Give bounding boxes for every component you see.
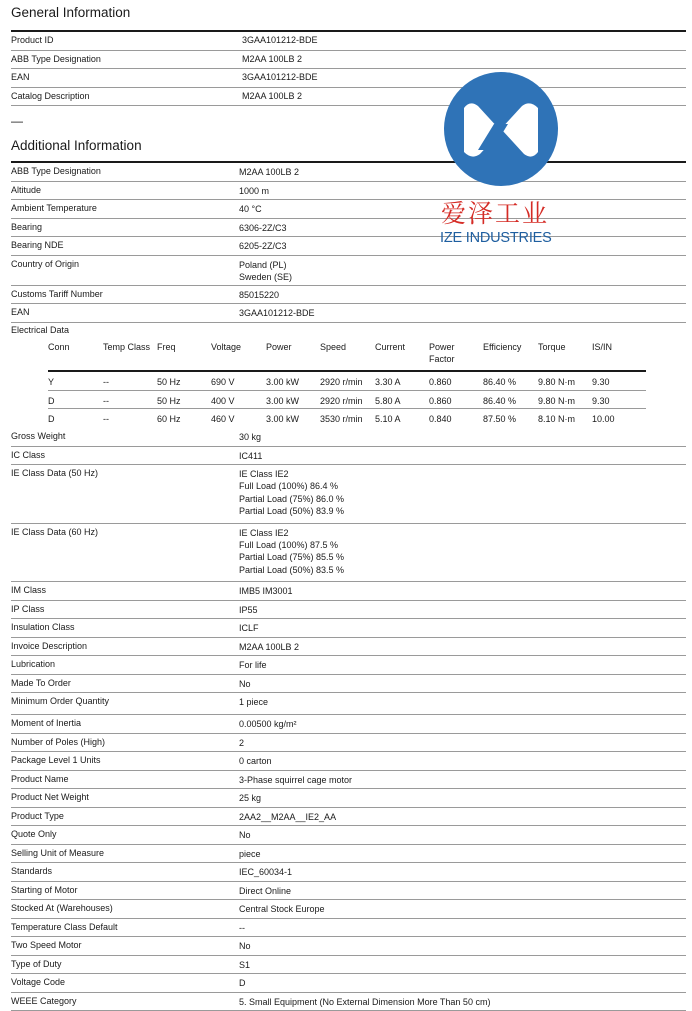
table-row <box>11 845 686 864</box>
row-value <box>239 937 686 955</box>
value-line: 1000 m <box>239 185 270 196</box>
electrical-cell: 9.80 N·m <box>538 377 576 387</box>
electrical-cell: -- <box>103 414 109 424</box>
header-line: Efficiency <box>483 342 522 352</box>
header-line: Current <box>375 342 406 352</box>
electrical-row <box>48 409 646 428</box>
row-value <box>239 256 686 285</box>
row-value <box>239 582 686 600</box>
electrical-cell: 3.00 kW <box>266 377 300 387</box>
value-line: IEC_60034-1 <box>239 867 293 878</box>
row-label: Bearing <box>11 221 43 232</box>
row-label: Standards <box>11 866 53 877</box>
row-label: Product Name <box>11 773 69 784</box>
row-value <box>239 808 686 826</box>
electrical-data-row <box>11 322 686 339</box>
row-label: Made To Order <box>11 677 71 688</box>
header-line: Power <box>429 342 455 352</box>
value-line: 1 piece <box>239 697 269 708</box>
row-value <box>239 656 686 674</box>
table-row <box>11 808 686 827</box>
row-value <box>239 734 686 752</box>
value-line: Poland (PL) <box>239 259 287 270</box>
electrical-row <box>48 391 646 410</box>
row-label: Catalog Description <box>11 90 90 101</box>
row-value: 3GAA101212-BDE <box>242 72 318 82</box>
row-value <box>239 752 686 770</box>
row-value: 3GAA101212-BDE <box>242 35 318 45</box>
row-label: Country of Origin <box>11 258 80 269</box>
row-value <box>239 675 686 693</box>
column-header <box>375 339 429 370</box>
value-line: 5. Small Equipment (No External Dimension More Than 50 cm) <box>239 996 491 1007</box>
row-label: WEEE Category <box>11 995 77 1006</box>
table-row <box>11 447 686 466</box>
additional-information-table <box>11 163 686 323</box>
table-row <box>11 163 686 182</box>
value-line: IE Class IE2 <box>239 527 289 538</box>
row-label: Quote Only <box>11 829 57 840</box>
table-row <box>11 656 686 675</box>
table-row <box>11 789 686 808</box>
electrical-cell: 2920 r/min <box>320 377 363 387</box>
column-header <box>592 339 622 370</box>
value-line: S1 <box>239 959 251 970</box>
header-line: IS/IN <box>592 342 613 352</box>
row-label: Moment of Inertia <box>11 718 82 729</box>
electrical-cell: 0.860 <box>429 377 452 387</box>
row-label: Stocked At (Warehouses) <box>11 903 113 914</box>
value-line: IP55 <box>239 604 258 615</box>
row-label: Number of Poles (High) <box>11 736 106 747</box>
row-value <box>239 638 686 656</box>
table-row <box>11 32 686 51</box>
general-information-heading: General Information <box>11 5 131 20</box>
value-line: 3GAA101212-BDE <box>239 308 315 318</box>
electrical-cell: Y <box>48 377 55 387</box>
row-label: IE Class Data (50 Hz) <box>11 468 99 478</box>
value-line: IMB5 IM3001 <box>239 586 293 597</box>
row-value <box>239 900 686 918</box>
column-header <box>157 339 211 370</box>
value-line: 3-Phase squirrel cage motor <box>239 774 353 785</box>
table-row <box>11 256 686 286</box>
electrical-cell: 690 V <box>211 377 235 387</box>
electrical-cell: 3.30 A <box>375 377 401 387</box>
header-line: Conn <box>48 342 70 352</box>
table-row <box>11 465 686 524</box>
value-line: 0 carton <box>239 756 272 767</box>
row-value <box>239 771 686 789</box>
value-line: ICLF <box>239 623 259 634</box>
row-label: Two Speed Motor <box>11 940 82 951</box>
value-line: For life <box>239 660 267 671</box>
row-value <box>239 286 686 304</box>
electrical-cell: 9.80 N·m <box>538 395 576 406</box>
header-line: Temp Class <box>103 342 151 352</box>
table-row <box>11 826 686 845</box>
electrical-cell: 400 V <box>211 395 235 406</box>
row-label: Ambient Temperature <box>11 203 97 213</box>
table-row <box>11 428 686 447</box>
table-row <box>11 956 686 975</box>
electrical-cell: 3.00 kW <box>266 414 300 424</box>
value-line: 6306-2Z/C3 <box>239 222 287 233</box>
electrical-cell: -- <box>103 377 109 387</box>
row-value <box>239 524 686 582</box>
value-line: M2AA 100LB 2 <box>239 641 300 652</box>
row-label: Insulation Class <box>11 622 75 633</box>
electrical-cell: 2920 r/min <box>320 395 363 406</box>
general-information-table <box>11 32 686 106</box>
column-header <box>103 339 157 370</box>
header-line: Torque <box>538 342 566 352</box>
row-label: Package Level 1 Units <box>11 755 101 766</box>
additional-information-table-continued <box>11 428 686 1011</box>
electrical-cell: 86.40 % <box>483 377 517 387</box>
row-label: Lubrication <box>11 659 56 670</box>
electrical-cell: 460 V <box>211 414 235 424</box>
row-label: ABB Type Designation <box>11 53 101 64</box>
row-label: IP Class <box>11 603 45 614</box>
value-line: Partial Load (50%) 83.9 % <box>239 506 345 517</box>
row-label: Product ID <box>11 35 54 45</box>
row-value <box>239 693 686 714</box>
table-row <box>11 619 686 638</box>
electrical-data-table <box>48 339 646 428</box>
table-row <box>11 900 686 919</box>
value-line: No <box>239 678 251 689</box>
table-row <box>11 182 686 201</box>
row-label: Temperature Class Default <box>11 921 118 932</box>
row-value <box>239 974 686 992</box>
row-label: Invoice Description <box>11 640 88 651</box>
row-label: Altitude <box>11 184 42 195</box>
column-header <box>538 339 592 370</box>
header-line: Speed <box>320 342 347 352</box>
value-line: 2AA2__M2AA__IE2_AA <box>239 811 337 822</box>
table-row <box>11 675 686 694</box>
value-line: 0.00500 kg/m² <box>239 719 297 730</box>
row-value <box>239 304 686 322</box>
row-value <box>239 919 686 937</box>
electrical-cell: 5.10 A <box>375 414 401 424</box>
row-value <box>239 845 686 863</box>
table-row <box>11 974 686 993</box>
table-row <box>11 304 686 323</box>
table-row <box>11 524 686 583</box>
row-label: Voltage Code <box>11 977 66 988</box>
electrical-cell: 3.00 kW <box>266 395 300 406</box>
electrical-cell: D <box>48 395 55 406</box>
table-row <box>11 937 686 956</box>
row-value <box>239 863 686 881</box>
column-header <box>211 339 266 370</box>
row-label: Bearing NDE <box>11 240 64 250</box>
row-value: M2AA 100LB 2 <box>242 53 303 64</box>
electrical-cell: 10.00 <box>592 414 615 424</box>
value-line: No <box>239 830 251 841</box>
table-row <box>11 919 686 938</box>
electrical-cell: 50 Hz <box>157 377 181 387</box>
column-header <box>320 339 375 370</box>
row-label: IM Class <box>11 585 47 596</box>
value-line: Partial Load (50%) 83.5 % <box>239 564 345 575</box>
column-header <box>266 339 320 370</box>
row-label: Product Net Weight <box>11 792 89 803</box>
row-label: Starting of Motor <box>11 884 78 895</box>
value-line: Full Load (100%) 86.4 % <box>239 481 339 492</box>
electrical-cell: 86.40 % <box>483 395 517 406</box>
table-row <box>11 601 686 620</box>
row-label: Minimum Order Quantity <box>11 696 110 707</box>
column-header <box>48 339 103 370</box>
column-header <box>429 339 483 370</box>
table-row <box>11 734 686 753</box>
table-row <box>11 69 686 88</box>
row-label: EAN <box>11 72 30 82</box>
value-line: 25 kg <box>239 793 262 804</box>
table-row <box>11 771 686 790</box>
value-line: Central Stock Europe <box>239 904 325 915</box>
electrical-cell: 0.840 <box>429 414 452 424</box>
row-label: Product Type <box>11 810 64 821</box>
value-line: 2 <box>239 737 245 748</box>
table-row <box>11 863 686 882</box>
value-line: IC411 <box>239 450 263 461</box>
electrical-cell: 9.30 <box>592 377 610 387</box>
row-value <box>239 715 686 733</box>
column-header <box>483 339 538 370</box>
value-line: Direct Online <box>239 885 292 896</box>
electrical-cell: 0.860 <box>429 395 452 406</box>
table-row <box>11 882 686 901</box>
electrical-cell: 9.30 <box>592 395 610 406</box>
electrical-cell: 60 Hz <box>157 414 181 424</box>
header-line: Power <box>266 342 292 352</box>
electrical-cell: 5.80 A <box>375 395 401 406</box>
electrical-cell: 8.10 N·m <box>538 414 576 424</box>
row-label: Type of Duty <box>11 958 62 969</box>
value-line: D <box>239 978 246 989</box>
value-line: Full Load (100%) 87.5 % <box>239 540 339 550</box>
header-line: Voltage <box>211 342 242 352</box>
row-value <box>239 619 686 637</box>
row-value <box>239 789 686 807</box>
header-line: Factor <box>429 353 455 364</box>
row-value <box>239 882 686 900</box>
ize-globe-logo-icon <box>442 70 560 188</box>
electrical-row <box>48 372 646 391</box>
watermark-logo <box>440 70 560 250</box>
row-label: Customs Tariff Number <box>11 288 103 299</box>
row-label: Selling Unit of Measure <box>11 847 105 858</box>
row-label: Gross Weight <box>11 431 66 441</box>
electrical-cell: 3530 r/min <box>320 414 363 424</box>
value-line: M2AA 100LB 2 <box>239 167 300 177</box>
additional-information-heading: Additional Information <box>11 138 142 153</box>
table-row <box>11 237 686 256</box>
electrical-cell: -- <box>103 395 109 406</box>
row-value <box>239 465 686 523</box>
value-line: 85015220 <box>239 289 280 300</box>
table-row <box>11 88 686 107</box>
row-value <box>239 601 686 619</box>
electrical-header-row <box>48 339 646 372</box>
value-line: No <box>239 941 251 952</box>
electrical-cell: D <box>48 414 55 424</box>
row-value <box>239 447 686 465</box>
section-separator: — <box>11 114 23 128</box>
value-line: Partial Load (75%) 85.5 % <box>239 552 345 563</box>
header-line: Freq <box>157 342 176 352</box>
table-row <box>11 200 686 219</box>
row-label: ABB Type Designation <box>11 166 101 176</box>
table-row <box>11 715 686 734</box>
watermark-english-text: IZE INDUSTRIES <box>440 230 552 246</box>
table-row <box>11 752 686 771</box>
table-row <box>11 51 686 70</box>
table-row <box>11 286 686 305</box>
value-line: -- <box>239 922 245 933</box>
value-line: IE Class IE2 <box>239 469 289 479</box>
value-line: 30 kg <box>239 432 262 442</box>
value-line: Sweden (SE) <box>239 271 293 282</box>
table-row <box>11 638 686 657</box>
row-label: IE Class Data (60 Hz) <box>11 526 99 537</box>
value-line: piece <box>239 848 261 859</box>
electrical-cell: 87.50 % <box>483 414 517 424</box>
electrical-data-label: Electrical Data <box>11 325 70 335</box>
row-label: EAN <box>11 307 30 317</box>
value-line: 6205-2Z/C3 <box>239 241 287 251</box>
row-value: M2AA 100LB 2 <box>242 90 303 101</box>
row-value <box>239 956 686 974</box>
table-row <box>11 219 686 238</box>
row-label: IC Class <box>11 449 46 460</box>
table-row <box>11 993 686 1011</box>
table-row <box>11 582 686 601</box>
row-value <box>239 428 686 446</box>
table-row <box>11 693 686 715</box>
watermark-chinese-text: 爱泽工业 <box>441 199 550 228</box>
row-value <box>239 826 686 844</box>
value-line: Partial Load (75%) 86.0 % <box>239 493 345 504</box>
value-line: 40 °C <box>239 204 262 214</box>
electrical-cell: 50 Hz <box>157 395 181 406</box>
